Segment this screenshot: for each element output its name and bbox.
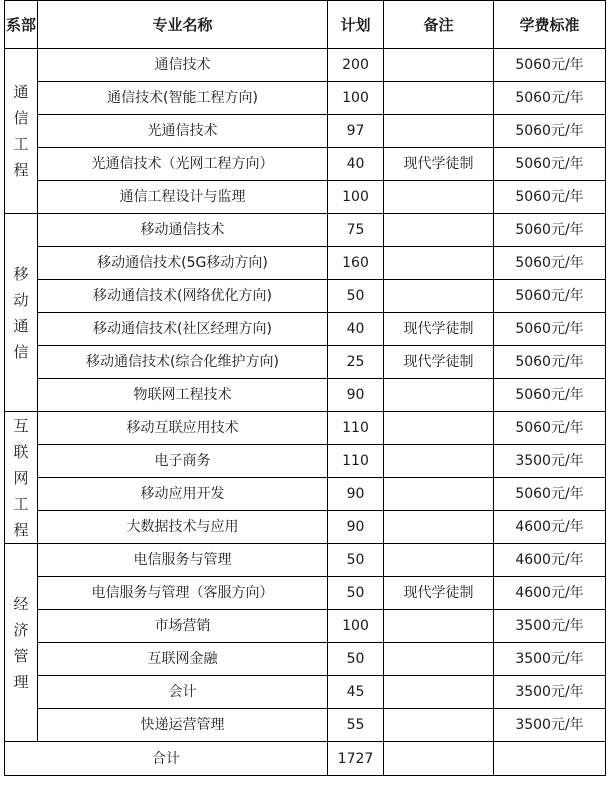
department-cell: 互联网工程 <box>5 412 38 544</box>
table-row <box>5 412 606 445</box>
plan-cell: 50 <box>328 544 384 577</box>
plan-cell: 40 <box>328 313 384 346</box>
total-plan: 1727 <box>328 742 384 776</box>
table-row <box>5 280 606 313</box>
table-row <box>5 82 606 115</box>
header-remark: 备注 <box>384 1 494 49</box>
fee-cell: 5060元/年 <box>494 346 606 379</box>
remark-cell: 现代学徒制 <box>384 346 494 379</box>
plan-cell: 55 <box>328 709 384 742</box>
remark-cell <box>384 676 494 709</box>
table-body <box>5 49 606 776</box>
major-cell: 会计 <box>38 676 328 709</box>
table-row <box>5 247 606 280</box>
plan-cell: 90 <box>328 379 384 412</box>
table-row <box>5 643 606 676</box>
fee-cell: 3500元/年 <box>494 643 606 676</box>
header-major: 专业名称 <box>38 1 328 49</box>
plan-cell: 75 <box>328 214 384 247</box>
remark-cell <box>384 643 494 676</box>
major-cell: 市场营销 <box>38 610 328 643</box>
remark-cell <box>384 115 494 148</box>
fee-cell: 3500元/年 <box>494 709 606 742</box>
major-cell: 光通信技术 <box>38 115 328 148</box>
plan-cell: 25 <box>328 346 384 379</box>
fee-cell: 5060元/年 <box>494 49 606 82</box>
major-cell: 物联网工程技术 <box>38 379 328 412</box>
table-row <box>5 445 606 478</box>
plan-cell: 110 <box>328 412 384 445</box>
table-row <box>5 676 606 709</box>
fee-cell: 3500元/年 <box>494 610 606 643</box>
table-row <box>5 49 606 82</box>
remark-cell <box>384 181 494 214</box>
plan-cell: 97 <box>328 115 384 148</box>
fee-cell: 5060元/年 <box>494 181 606 214</box>
major-cell: 通信技术(智能工程方向) <box>38 82 328 115</box>
header-fee: 学费标准 <box>494 1 606 49</box>
fee-cell: 5060元/年 <box>494 280 606 313</box>
remark-cell <box>384 280 494 313</box>
major-cell: 通信技术 <box>38 49 328 82</box>
fee-cell: 5060元/年 <box>494 379 606 412</box>
table-row <box>5 115 606 148</box>
plan-cell: 110 <box>328 445 384 478</box>
fee-cell: 5060元/年 <box>494 478 606 511</box>
major-cell: 移动互联应用技术 <box>38 412 328 445</box>
major-cell: 电子商务 <box>38 445 328 478</box>
major-cell: 快递运营管理 <box>38 709 328 742</box>
plan-cell: 45 <box>328 676 384 709</box>
plan-cell: 90 <box>328 511 384 544</box>
department-cell: 经济管理 <box>5 544 38 742</box>
major-cell: 电信服务与管理（客服方向） <box>38 577 328 610</box>
fee-cell: 5060元/年 <box>494 313 606 346</box>
fee-cell: 5060元/年 <box>494 115 606 148</box>
major-cell: 移动应用开发 <box>38 478 328 511</box>
department-cell: 通信工程 <box>5 49 38 214</box>
table-row <box>5 214 606 247</box>
table-row <box>5 181 606 214</box>
remark-cell: 现代学徒制 <box>384 577 494 610</box>
plan-cell: 100 <box>328 610 384 643</box>
department-cell: 移动通信 <box>5 214 38 412</box>
remark-cell <box>384 511 494 544</box>
remark-cell <box>384 412 494 445</box>
total-row <box>5 742 606 776</box>
remark-cell <box>384 247 494 280</box>
fee-cell: 4600元/年 <box>494 577 606 610</box>
table-row <box>5 577 606 610</box>
plan-cell: 50 <box>328 577 384 610</box>
remark-cell: 现代学徒制 <box>384 148 494 181</box>
remark-cell <box>384 709 494 742</box>
remark-cell <box>384 379 494 412</box>
fee-cell: 5060元/年 <box>494 214 606 247</box>
major-cell: 电信服务与管理 <box>38 544 328 577</box>
header-row <box>5 1 606 49</box>
table-row <box>5 346 606 379</box>
table-row <box>5 379 606 412</box>
enrollment-plan-table <box>4 0 606 776</box>
total-label: 合计 <box>5 742 328 776</box>
fee-cell: 4600元/年 <box>494 511 606 544</box>
table-row <box>5 610 606 643</box>
remark-cell <box>384 445 494 478</box>
header-dept: 系部 <box>5 1 38 49</box>
major-cell: 移动通信技术(网络优化方向) <box>38 280 328 313</box>
table-row <box>5 148 606 181</box>
major-cell: 大数据技术与应用 <box>38 511 328 544</box>
plan-cell: 160 <box>328 247 384 280</box>
major-cell: 通信工程设计与监理 <box>38 181 328 214</box>
table-row <box>5 511 606 544</box>
remark-cell <box>384 610 494 643</box>
major-cell: 光通信技术（光网工程方向） <box>38 148 328 181</box>
plan-cell: 50 <box>328 643 384 676</box>
major-cell: 移动通信技术(5G移动方向) <box>38 247 328 280</box>
fee-cell: 5060元/年 <box>494 412 606 445</box>
plan-cell: 100 <box>328 181 384 214</box>
table-row <box>5 313 606 346</box>
major-cell: 互联网金融 <box>38 643 328 676</box>
table-row <box>5 544 606 577</box>
table-row <box>5 478 606 511</box>
header-plan: 计划 <box>328 1 384 49</box>
fee-cell: 4600元/年 <box>494 544 606 577</box>
major-cell: 移动通信技术(社区经理方向) <box>38 313 328 346</box>
remark-cell <box>384 544 494 577</box>
major-cell: 移动通信技术 <box>38 214 328 247</box>
fee-cell: 5060元/年 <box>494 247 606 280</box>
total-fee <box>494 742 606 776</box>
plan-cell: 40 <box>328 148 384 181</box>
plan-cell: 90 <box>328 478 384 511</box>
remark-cell <box>384 49 494 82</box>
major-cell: 移动通信技术(综合化维护方向) <box>38 346 328 379</box>
fee-cell: 5060元/年 <box>494 148 606 181</box>
plan-cell: 50 <box>328 280 384 313</box>
remark-cell <box>384 214 494 247</box>
remark-cell: 现代学徒制 <box>384 313 494 346</box>
fee-cell: 3500元/年 <box>494 445 606 478</box>
plan-cell: 200 <box>328 49 384 82</box>
fee-cell: 3500元/年 <box>494 676 606 709</box>
fee-cell: 5060元/年 <box>494 82 606 115</box>
total-remark <box>384 742 494 776</box>
table-row <box>5 709 606 742</box>
remark-cell <box>384 478 494 511</box>
remark-cell <box>384 82 494 115</box>
plan-cell: 100 <box>328 82 384 115</box>
